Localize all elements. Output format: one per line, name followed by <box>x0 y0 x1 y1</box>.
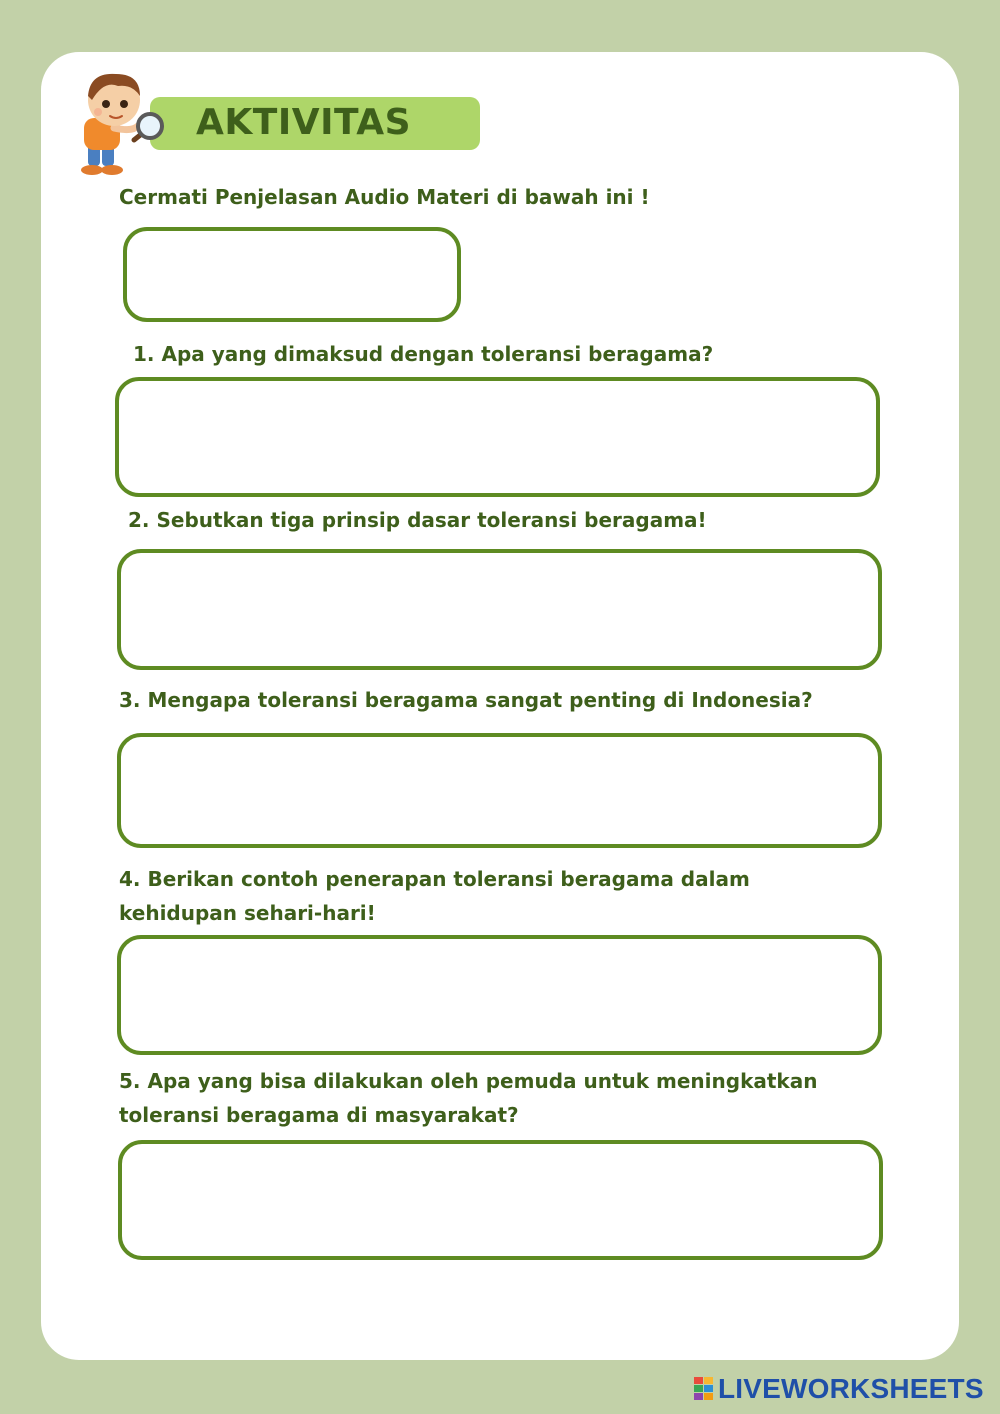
liveworksheets-logo-icon <box>694 1377 714 1401</box>
brand-name: LIVEWORKSHEETS <box>718 1373 984 1404</box>
question-1-text: 1. Apa yang dimaksud dengan toleransi beragama? <box>133 342 714 366</box>
answer-box-5[interactable] <box>118 1140 883 1260</box>
boy-with-magnifier-illustration <box>70 66 170 180</box>
question-5-text: 5. Apa yang bisa dilakukan oleh pemuda untuk meningkatkan toleransi beragama di masyarakat? <box>119 1069 818 1127</box>
audio-player-box[interactable] <box>123 227 461 322</box>
answer-box-3[interactable] <box>117 733 882 848</box>
question-4-text: 4. Berikan contoh penerapan toleransi beragama dalam kehidupan sehari-hari! <box>119 867 750 925</box>
page-title: AKTIVITAS <box>196 102 412 143</box>
answer-box-1[interactable] <box>115 377 880 497</box>
liveworksheets-branding <box>694 1372 984 1406</box>
answer-box-4[interactable] <box>117 935 882 1055</box>
question-2-text: 2. Sebutkan tiga prinsip dasar toleransi beragama! <box>128 508 707 532</box>
instruction-text: Cermati Penjelasan Audio Materi di bawah ini ! <box>119 185 650 209</box>
question-3-text: 3. Mengapa toleransi beragama sangat penting di Indonesia? <box>119 688 813 712</box>
answer-box-2[interactable] <box>117 549 882 670</box>
